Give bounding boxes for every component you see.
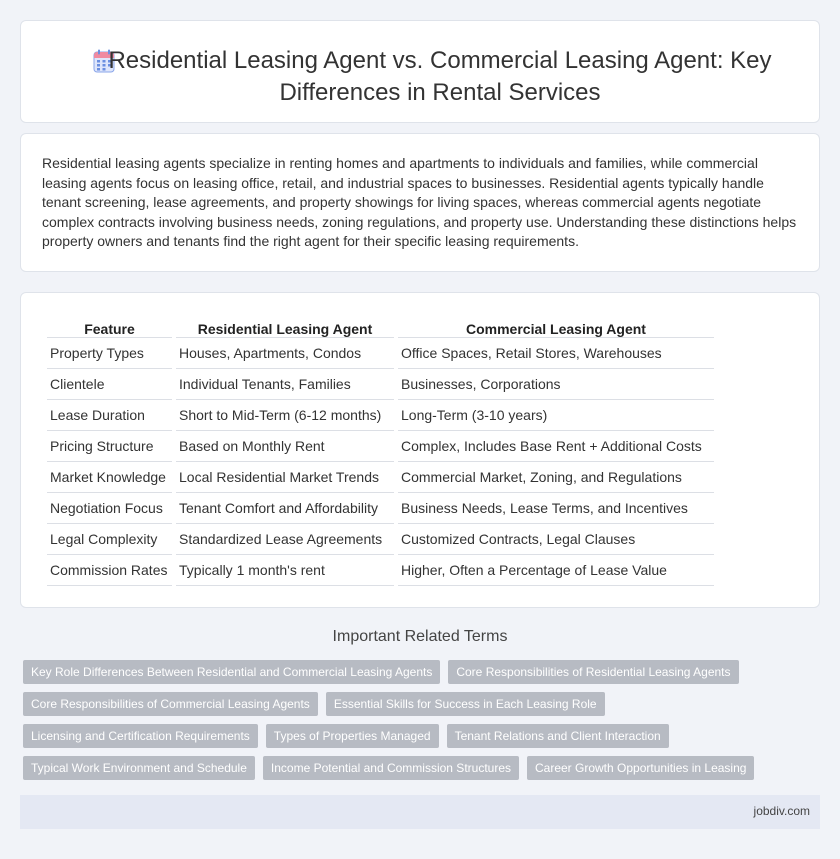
related-term-tag[interactable]: Essential Skills for Success in Each Leasing Role <box>326 692 605 716</box>
header-commercial: Commercial Leasing Agent <box>398 316 714 338</box>
table-row <box>47 493 714 524</box>
related-term-tag[interactable]: Income Potential and Commission Structures <box>263 756 519 780</box>
related-term-tag[interactable]: Career Growth Opportunities in Leasing <box>527 756 754 780</box>
table-cell: Negotiation Focus <box>47 493 172 524</box>
table-cell: Tenant Comfort and Affordability <box>176 493 394 524</box>
tag-row <box>23 756 823 780</box>
page-title: Residential Leasing Agent vs. Commercial Leasing Agent: Key Differences in Rental Services <box>108 47 772 106</box>
table-row <box>47 524 714 555</box>
related-terms-title: Important Related Terms <box>332 628 508 645</box>
table-row <box>47 462 714 493</box>
footer <box>20 795 820 829</box>
related-term-tag[interactable]: Licensing and Certification Requirements <box>23 724 258 748</box>
table-cell: Commission Rates <box>47 555 172 586</box>
footer-site-link[interactable]: jobdiv.com <box>753 804 810 818</box>
table-cell: Commercial Market, Zoning, and Regulations <box>398 462 714 493</box>
table-cell: Short to Mid-Term (6-12 months) <box>176 400 394 431</box>
table-cell: Based on Monthly Rent <box>176 431 394 462</box>
table-cell: Lease Duration <box>47 400 172 431</box>
table-cell: Property Types <box>47 338 172 369</box>
table-row <box>47 338 714 369</box>
table-cell: Office Spaces, Retail Stores, Warehouses <box>398 338 714 369</box>
related-term-tag[interactable]: Typical Work Environment and Schedule <box>23 756 255 780</box>
header-feature: Feature <box>47 316 172 338</box>
intro-paragraph: Residential leasing agents specialize in renting homes and apartments to individuals and families, while commercial leasing agents focus on leasing office, retail, and industrial spaces to businesses. Residential agents typically handle tenant screening, lease agreements, and property showings for living spaces, whereas commercial agents negotiate complex contracts involving business needs, zoning regulations, and property use. Understanding these distinctions helps property owners and tenants find the right agent for their specific leasing requirements. <box>42 155 797 250</box>
header-card <box>20 20 820 123</box>
table-row <box>47 400 714 431</box>
tag-row <box>23 724 823 748</box>
table-cell: Clientele <box>47 369 172 400</box>
tag-row <box>23 660 823 684</box>
related-term-tag[interactable]: Core Responsibilities of Commercial Leasing Agents <box>23 692 318 716</box>
related-terms-tags <box>23 660 823 788</box>
table-cell: Standardized Lease Agreements <box>176 524 394 555</box>
table-row <box>47 555 714 586</box>
header-residential: Residential Leasing Agent <box>176 316 394 338</box>
table-cell: Businesses, Corporations <box>398 369 714 400</box>
table-cell: Business Needs, Lease Terms, and Incentives <box>398 493 714 524</box>
table-cell: Legal Complexity <box>47 524 172 555</box>
comparison-table <box>43 316 718 586</box>
table-cell: Pricing Structure <box>47 431 172 462</box>
table-cell: Local Residential Market Trends <box>176 462 394 493</box>
table-row <box>47 431 714 462</box>
table-cell: Individual Tenants, Families <box>176 369 394 400</box>
table-cell: Long-Term (3-10 years) <box>398 400 714 431</box>
table-cell: Market Knowledge <box>47 462 172 493</box>
table-cell: Higher, Often a Percentage of Lease Value <box>398 555 714 586</box>
table-cell: Customized Contracts, Legal Clauses <box>398 524 714 555</box>
table-cell: Houses, Apartments, Condos <box>176 338 394 369</box>
related-term-tag[interactable]: Tenant Relations and Client Interaction <box>447 724 669 748</box>
tag-row <box>23 692 823 716</box>
comparison-table-card <box>20 292 820 608</box>
related-term-tag[interactable]: Key Role Differences Between Residential and Commercial Leasing Agents <box>23 660 440 684</box>
table-cell: Typically 1 month's rent <box>176 555 394 586</box>
related-term-tag[interactable]: Types of Properties Managed <box>266 724 439 748</box>
intro-card <box>20 133 820 272</box>
table-header-row <box>47 316 714 338</box>
table-row <box>47 369 714 400</box>
table-cell: Complex, Includes Base Rent + Additional Costs <box>398 431 714 462</box>
related-term-tag[interactable]: Core Responsibilities of Residential Leasing Agents <box>448 660 738 684</box>
